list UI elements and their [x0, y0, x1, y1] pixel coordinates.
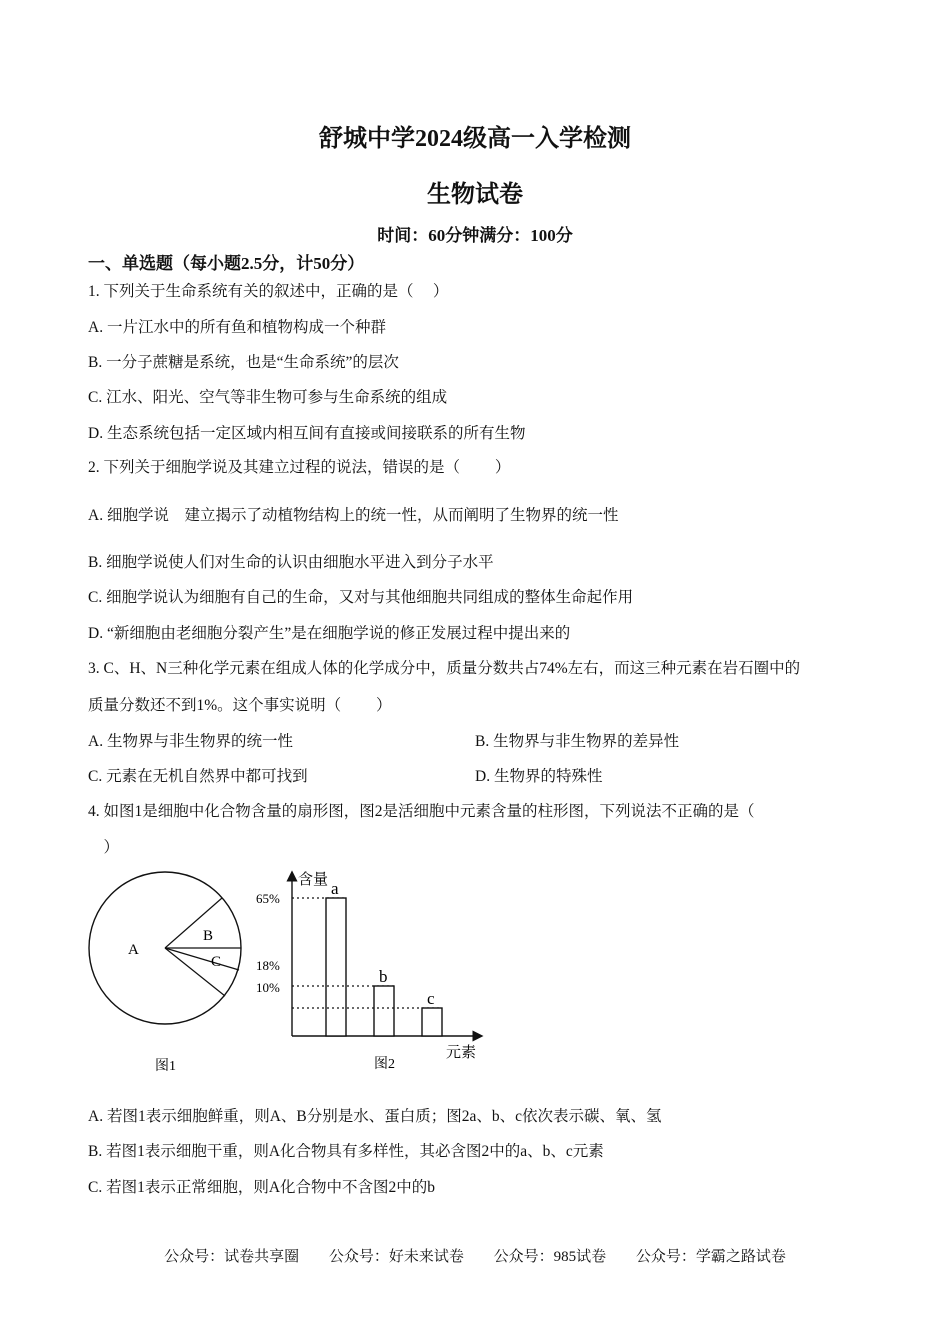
- question-1-option-a: A. 一片江水中的所有鱼和植物构成一个种群: [88, 319, 386, 336]
- question-2-option-c: C. 细胞学说认为细胞有自己的生命，又对与其他细胞共同组成的整体生命起作用: [88, 589, 634, 606]
- question-3-stem-line-1: 3. C、H、N三种化学元素在组成人体的化学成分中，质量分数共占74%左右，而这三种元素在岩石圈中的: [88, 660, 801, 677]
- pie-label-a: A: [128, 942, 139, 958]
- footer-item-1: 公众号：试卷共享圈: [164, 1249, 300, 1265]
- section-title: 一、单选题（每小题2.5分，计50分）: [88, 254, 365, 273]
- question-1-option-d: D. 生态系统包括一定区域内相互间有直接或间接联系的所有生物: [88, 425, 526, 442]
- question-4-stem-line-2: ）: [88, 839, 120, 856]
- question-3-stem-line-2: 质量分数还不到1%。这个事实说明（ ）: [88, 697, 392, 714]
- x-axis-label: 元素: [446, 1045, 477, 1061]
- figure-2-caption: 图2: [374, 1057, 395, 1072]
- question-4-stem-line-1: 4. 如图1是细胞中化合物含量的扇形图，图2是活细胞中元素含量的柱形图，下列说法不正确的是（: [88, 803, 755, 820]
- question-3-option-b: B. 生物界与非生物界的差异性: [475, 733, 680, 750]
- question-3-option-a: A. 生物界与非生物界的统一性: [88, 733, 293, 750]
- question-4-option-b: B. 若图1表示细胞干重，则A化合物具有多样性，其必含图2中的a、b、c元素: [88, 1143, 604, 1160]
- y-tick-65: 65%: [256, 891, 280, 906]
- pie-divider-1: [165, 898, 222, 948]
- question-1-option-b: B. 一分子蔗糖是系统，也是“生命系统”的层次: [88, 354, 399, 371]
- y-axis-label: 含量: [298, 872, 329, 888]
- bar-label-a: a: [331, 879, 339, 898]
- footer-item-4: 公众号：学霸之路试卷: [635, 1249, 786, 1265]
- question-1-option-c: C. 江水、阳光、空气等非生物可参与生命系统的组成: [88, 389, 448, 406]
- y-tick-18: 18%: [256, 958, 280, 973]
- question-3-option-c: C. 元素在无机自然界中都可找到: [88, 768, 308, 785]
- footer-item-3: 公众号：985试卷: [493, 1249, 607, 1265]
- bar-a: [326, 898, 346, 1036]
- pie-label-c: C: [211, 954, 222, 970]
- bar-label-c: c: [427, 989, 435, 1008]
- question-2-option-b: B. 细胞学说使人们对生命的认识由细胞水平进入到分子水平: [88, 554, 494, 571]
- bar-label-b: b: [379, 967, 388, 986]
- exam-time-info: 时间：60分钟满分：100分: [377, 226, 573, 245]
- question-2-stem: 2. 下列关于细胞学说及其建立过程的说法，错误的是（ ）: [88, 459, 511, 476]
- school-title: 舒城中学2024级高一入学检测: [319, 126, 631, 152]
- footer-item-2: 公众号：好未来试卷: [328, 1249, 464, 1265]
- question-2-option-d: D. “新细胞由老细胞分裂产生”是在细胞学说的修正发展过程中提出来的: [88, 625, 571, 642]
- footer: [0, 1245, 950, 1266]
- bar-c: [422, 1008, 442, 1036]
- question-2-option-a: A. 细胞学说 建立揭示了动植物结构上的统一性，从而阐明了生物界的统一性: [88, 507, 619, 524]
- bar-b: [374, 986, 394, 1036]
- subject-title: 生物试卷: [427, 182, 523, 208]
- question-4-option-c: C. 若图1表示正常细胞，则A化合物中不含图2中的b: [88, 1179, 436, 1196]
- pie-label-b: B: [203, 928, 214, 944]
- figure-2-bar-chart: [250, 866, 490, 1078]
- figure-1-pie-chart: [85, 868, 255, 1078]
- figure-1-caption: 图1: [155, 1059, 176, 1074]
- y-tick-10: 10%: [256, 980, 280, 995]
- question-1-stem: 1. 下列关于生命系统有关的叙述中，正确的是（ ）: [88, 283, 449, 300]
- pie-divider-3: [165, 948, 239, 970]
- question-4-option-a: A. 若图1表示细胞鲜重，则A、B分别是水、蛋白质；图2a、b、c依次表示碳、氧、氢: [88, 1108, 662, 1125]
- question-3-option-d: D. 生物界的特殊性: [475, 768, 603, 785]
